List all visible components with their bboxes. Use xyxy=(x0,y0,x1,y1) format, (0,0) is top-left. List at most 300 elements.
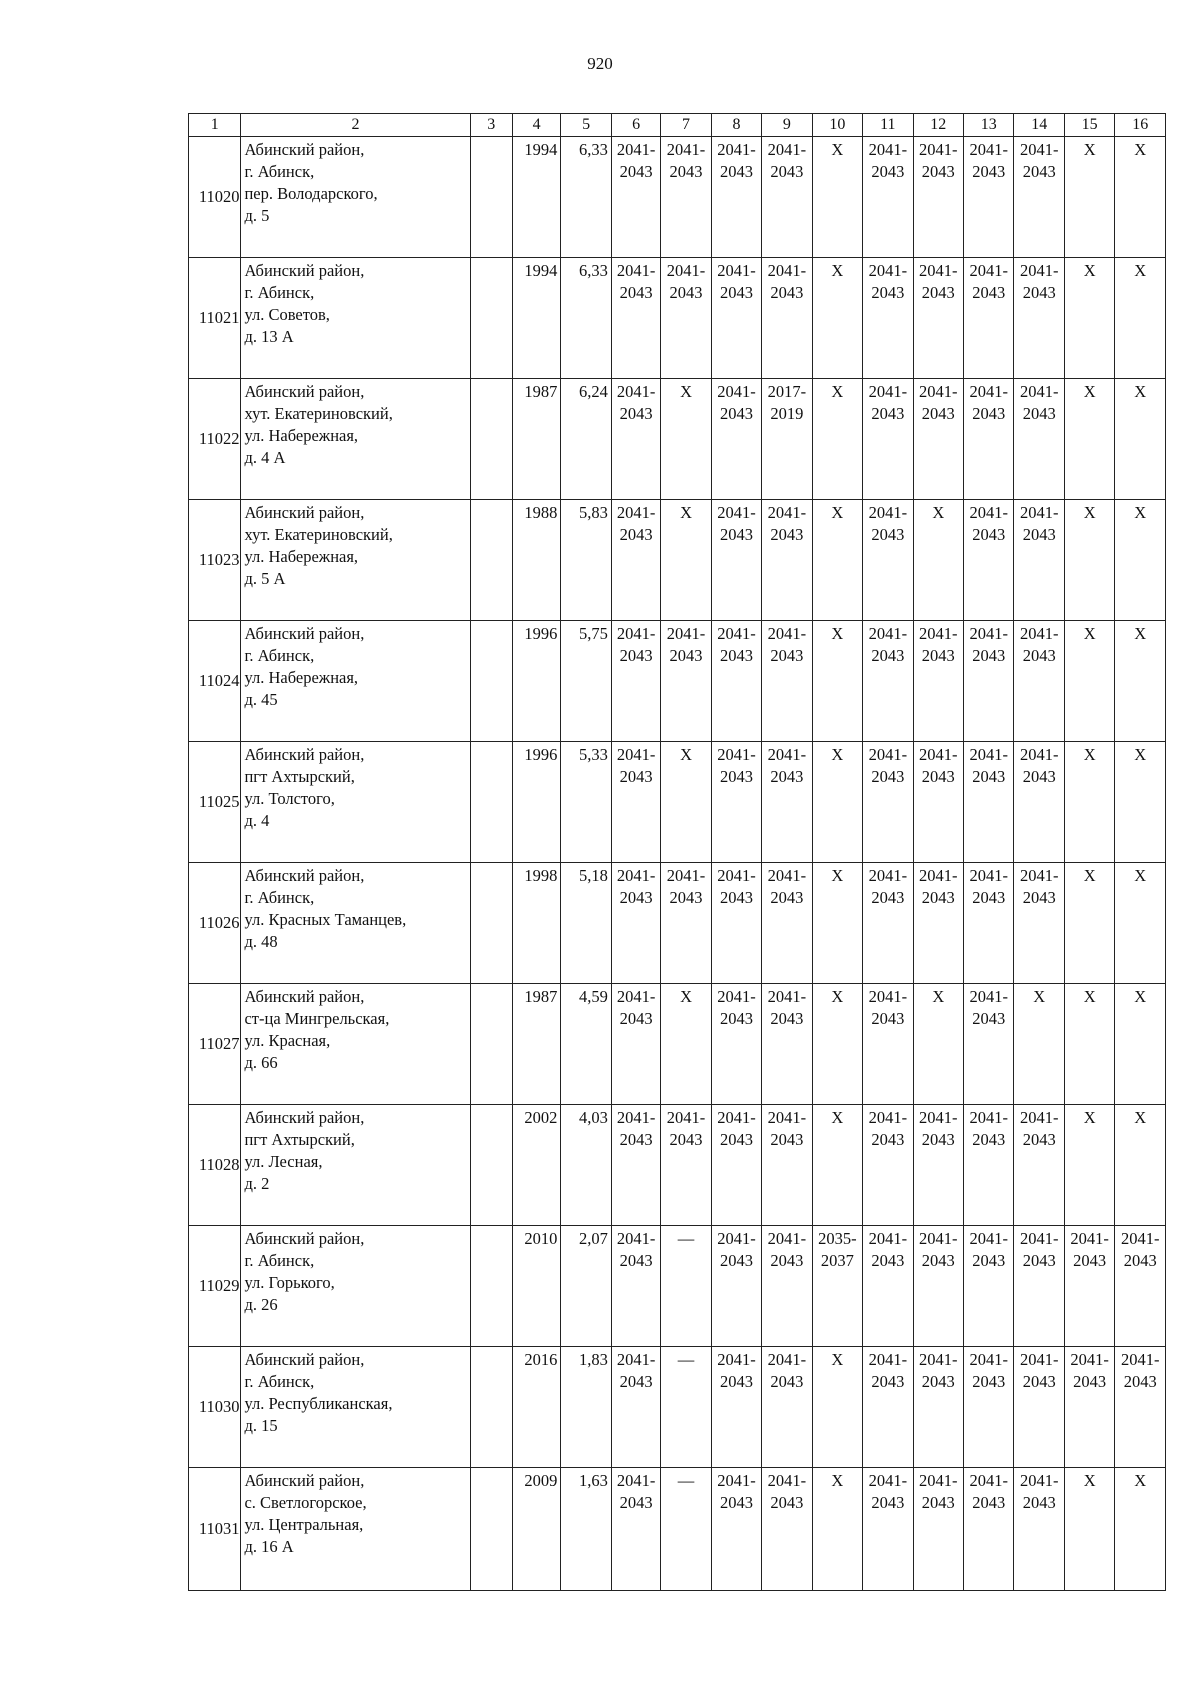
period-value: 2041- xyxy=(868,261,908,280)
period-cell xyxy=(611,1105,660,1226)
period-value: 2041- xyxy=(616,1108,656,1127)
period-value: 2041- xyxy=(969,1471,1008,1490)
period-value: X xyxy=(831,1471,844,1490)
period-value: 2043 xyxy=(1022,767,1056,786)
period-value: 2043 xyxy=(921,162,955,181)
period-value: 2043 xyxy=(1022,404,1056,423)
period-value: 2041- xyxy=(919,1350,958,1369)
period-value: 2041- xyxy=(969,866,1008,885)
period-value: 2041- xyxy=(868,987,908,1006)
period-value: X xyxy=(1134,1108,1147,1127)
period-value: 2043 xyxy=(972,1372,1006,1391)
address-cell xyxy=(241,984,470,1105)
period-value: 2043 xyxy=(921,1130,955,1149)
period-value: 2041- xyxy=(717,140,756,159)
address-line: Абинский район, xyxy=(244,503,365,522)
period-value: X xyxy=(1134,261,1147,280)
table-row xyxy=(189,137,1166,258)
row-id-cell: 11030 xyxy=(189,1347,241,1468)
period-value: 2043 xyxy=(619,283,653,302)
table-row xyxy=(189,1226,1166,1347)
period-cell xyxy=(711,863,761,984)
period-cell xyxy=(611,742,660,863)
period-value: X xyxy=(680,503,692,522)
period-cell xyxy=(863,1105,913,1226)
period-value: 2041- xyxy=(616,866,656,885)
period-value: 2043 xyxy=(972,767,1006,786)
address-line: ст-ца Мингрельская, xyxy=(244,1009,390,1028)
period-cell xyxy=(812,742,862,863)
period-value: 2041- xyxy=(616,140,656,159)
period-cell xyxy=(1064,1105,1114,1226)
period-cell xyxy=(611,1468,660,1591)
period-cell xyxy=(711,137,761,258)
value-cell: 1,63 xyxy=(561,1468,611,1591)
period-cell xyxy=(611,1347,660,1468)
address-line: Абинский район, xyxy=(244,1108,365,1127)
period-value: 2043 xyxy=(1022,1251,1056,1270)
period-cell xyxy=(1064,1468,1114,1591)
period-value: 2041- xyxy=(767,1108,807,1127)
table-row xyxy=(189,500,1166,621)
column-header-5: 5 xyxy=(561,114,611,137)
period-value: 2041- xyxy=(717,1108,756,1127)
period-value: 2043 xyxy=(770,162,804,181)
address-line: пгт Ахтырский, xyxy=(244,1130,355,1149)
period-cell xyxy=(913,1468,963,1591)
period-value: 2041- xyxy=(616,745,656,764)
column-header-8: 8 xyxy=(711,114,761,137)
year-cell: 2009 xyxy=(512,1468,560,1591)
period-value: 2043 xyxy=(719,646,753,665)
period-cell xyxy=(1064,137,1114,258)
period-value: 2041- xyxy=(1019,1471,1059,1490)
period-cell xyxy=(812,621,862,742)
period-value: 2043 xyxy=(669,1130,703,1149)
period-value: X xyxy=(1083,745,1096,764)
period-cell xyxy=(863,379,913,500)
period-cell xyxy=(863,863,913,984)
period-value: 2041- xyxy=(767,987,807,1006)
address-cell xyxy=(241,1468,470,1591)
year-cell: 1988 xyxy=(512,500,560,621)
period-cell xyxy=(1064,742,1114,863)
address-line: Абинский район, xyxy=(244,866,365,885)
row-id-cell: 11029 xyxy=(189,1226,241,1347)
period-value: 2043 xyxy=(871,283,905,302)
address-line: Абинский район, xyxy=(244,1350,365,1369)
address-line: д. 5 xyxy=(244,206,270,225)
period-value: 2041- xyxy=(616,1350,656,1369)
period-value: X xyxy=(1083,624,1096,643)
value-cell: 5,18 xyxy=(561,863,611,984)
period-value: 2041- xyxy=(767,866,807,885)
period-value: 2041- xyxy=(666,140,706,159)
period-cell xyxy=(1064,621,1114,742)
year-cell: 1987 xyxy=(512,984,560,1105)
period-cell xyxy=(863,621,913,742)
period-cell xyxy=(913,742,963,863)
address-line: ул. Красная, xyxy=(244,1031,331,1050)
column-header-10: 10 xyxy=(812,114,862,137)
period-value: 2041- xyxy=(1019,1350,1059,1369)
period-value: 2041- xyxy=(717,1229,756,1248)
period-cell xyxy=(863,137,913,258)
period-cell xyxy=(913,1105,963,1226)
period-value: 2041- xyxy=(1120,1350,1160,1369)
period-value: 2037 xyxy=(820,1251,854,1270)
period-value: 2043 xyxy=(1022,525,1056,544)
period-value: 2043 xyxy=(1022,646,1056,665)
period-cell xyxy=(1014,742,1064,863)
period-cell xyxy=(762,742,812,863)
address-line: д. 66 xyxy=(244,1053,278,1072)
period-cell xyxy=(661,137,711,258)
period-value: 2041- xyxy=(1019,261,1059,280)
period-value: 2041- xyxy=(969,624,1008,643)
period-cell xyxy=(812,1347,862,1468)
period-cell xyxy=(812,258,862,379)
period-cell xyxy=(711,500,761,621)
period-cell xyxy=(661,1468,711,1591)
period-cell xyxy=(812,863,862,984)
period-cell xyxy=(1064,984,1114,1105)
address-line: Абинский район, xyxy=(244,624,365,643)
value-cell: 5,83 xyxy=(561,500,611,621)
column-header-16: 16 xyxy=(1115,114,1166,137)
period-value: X xyxy=(1134,745,1147,764)
period-cell xyxy=(711,621,761,742)
column-header-14: 14 xyxy=(1014,114,1064,137)
address-line: с. Светлогорское, xyxy=(244,1493,367,1512)
period-value: 2043 xyxy=(1022,1372,1056,1391)
period-cell xyxy=(711,379,761,500)
address-line: д. 5 А xyxy=(244,569,286,588)
row-id-cell: 11025 xyxy=(189,742,241,863)
period-cell xyxy=(964,1347,1014,1468)
period-value: X xyxy=(1033,987,1046,1006)
period-cell xyxy=(711,1105,761,1226)
column-3-cell xyxy=(470,1468,512,1591)
period-value: 2043 xyxy=(921,404,955,423)
period-value: 2043 xyxy=(719,1372,753,1391)
address-line: г. Абинск, xyxy=(244,1372,315,1391)
period-cell xyxy=(863,742,913,863)
period-value: 2043 xyxy=(719,1009,753,1028)
address-line: д. 26 xyxy=(244,1295,278,1314)
period-cell xyxy=(711,1347,761,1468)
column-header-1: 1 xyxy=(189,114,241,137)
period-cell xyxy=(661,258,711,379)
address-line: ул. Красных Таманцев, xyxy=(244,910,407,929)
row-id-cell: 11031 xyxy=(189,1468,241,1591)
period-cell xyxy=(611,984,660,1105)
period-value: X xyxy=(1083,987,1096,1006)
table-row xyxy=(189,984,1166,1105)
period-value: 2043 xyxy=(921,888,955,907)
address-line: Абинский район, xyxy=(244,1229,365,1248)
period-value: 2041- xyxy=(767,261,807,280)
period-cell xyxy=(1115,137,1166,258)
column-3-cell xyxy=(470,379,512,500)
address-line: д. 48 xyxy=(244,932,278,951)
period-value: X xyxy=(1134,140,1147,159)
address-line: ул. Республиканская, xyxy=(244,1394,393,1413)
period-cell xyxy=(762,379,812,500)
period-value: 2043 xyxy=(619,646,653,665)
period-value: 2041- xyxy=(969,261,1008,280)
period-value: 2043 xyxy=(719,767,753,786)
period-value: 2043 xyxy=(770,1130,804,1149)
period-value: 2041- xyxy=(969,1229,1008,1248)
period-cell xyxy=(611,500,660,621)
period-cell xyxy=(913,621,963,742)
year-cell: 1987 xyxy=(512,379,560,500)
period-value: 2043 xyxy=(1022,1493,1056,1512)
period-value: 2043 xyxy=(619,1493,653,1512)
period-value: 2041- xyxy=(969,1350,1008,1369)
period-value: X xyxy=(831,624,844,643)
column-header-12: 12 xyxy=(913,114,963,137)
period-cell xyxy=(1014,621,1064,742)
period-cell xyxy=(964,1105,1014,1226)
period-value: 2043 xyxy=(871,767,905,786)
value-cell: 5,33 xyxy=(561,742,611,863)
period-cell xyxy=(913,500,963,621)
address-line: ул. Набережная, xyxy=(244,426,359,445)
year-cell: 2010 xyxy=(512,1226,560,1347)
address-cell xyxy=(241,1347,470,1468)
period-value: 2043 xyxy=(619,767,653,786)
period-value: 2041- xyxy=(919,866,958,885)
period-cell xyxy=(913,1347,963,1468)
period-cell xyxy=(1014,500,1064,621)
address-cell xyxy=(241,258,470,379)
period-value: 2043 xyxy=(972,1251,1006,1270)
value-cell: 6,33 xyxy=(561,258,611,379)
period-value: 2041- xyxy=(767,745,807,764)
period-value: 2043 xyxy=(921,767,955,786)
address-cell xyxy=(241,863,470,984)
period-cell xyxy=(812,1226,862,1347)
period-value: X xyxy=(831,866,844,885)
address-line: Абинский район, xyxy=(244,382,365,401)
period-cell xyxy=(1014,863,1064,984)
period-cell xyxy=(762,1226,812,1347)
period-value: 2041- xyxy=(616,1229,656,1248)
value-cell: 4,03 xyxy=(561,1105,611,1226)
period-cell xyxy=(762,863,812,984)
period-value: 2041- xyxy=(717,624,756,643)
address-line: д. 45 xyxy=(244,690,278,709)
period-value: 2041- xyxy=(1019,382,1059,401)
period-cell xyxy=(964,742,1014,863)
period-value: 2043 xyxy=(770,646,804,665)
period-cell xyxy=(611,379,660,500)
value-cell: 5,75 xyxy=(561,621,611,742)
period-value: 2043 xyxy=(770,888,804,907)
period-cell xyxy=(661,1347,711,1468)
period-cell xyxy=(661,984,711,1105)
period-value: 2041- xyxy=(616,987,656,1006)
period-value: 2041- xyxy=(1070,1229,1109,1248)
column-3-cell xyxy=(470,500,512,621)
period-cell xyxy=(812,137,862,258)
period-value: 2041- xyxy=(717,382,756,401)
period-cell xyxy=(1115,1226,1166,1347)
period-value: 2043 xyxy=(871,404,905,423)
period-value: 2043 xyxy=(770,1372,804,1391)
period-value: 2041- xyxy=(616,503,656,522)
period-value: X xyxy=(831,745,844,764)
period-value: X xyxy=(1083,866,1096,885)
period-cell xyxy=(1064,1347,1114,1468)
row-id-cell: 11027 xyxy=(189,984,241,1105)
year-cell: 1994 xyxy=(512,137,560,258)
period-value: — xyxy=(677,1229,695,1248)
period-cell xyxy=(964,379,1014,500)
period-value: X xyxy=(1134,624,1147,643)
address-line: г. Абинск, xyxy=(244,283,315,302)
column-header-2: 2 xyxy=(241,114,470,137)
period-cell xyxy=(1064,1226,1114,1347)
period-value: 2043 xyxy=(921,646,955,665)
period-value: 2041- xyxy=(868,1350,908,1369)
period-value: X xyxy=(1134,503,1147,522)
period-value: 2043 xyxy=(719,1493,753,1512)
column-3-cell xyxy=(470,258,512,379)
address-cell xyxy=(241,500,470,621)
period-value: 2041- xyxy=(1019,1229,1059,1248)
table-row xyxy=(189,258,1166,379)
period-cell xyxy=(1115,500,1166,621)
period-value: 2043 xyxy=(619,162,653,181)
value-cell: 2,07 xyxy=(561,1226,611,1347)
table-row xyxy=(189,621,1166,742)
period-value: 2041- xyxy=(616,624,656,643)
period-value: X xyxy=(831,140,844,159)
period-cell xyxy=(964,621,1014,742)
period-value: 2041- xyxy=(666,261,706,280)
period-value: 2043 xyxy=(921,283,955,302)
period-cell xyxy=(913,984,963,1105)
period-cell xyxy=(964,863,1014,984)
period-value: 2041- xyxy=(767,1350,807,1369)
period-value: X xyxy=(831,987,844,1006)
period-cell xyxy=(611,621,660,742)
period-cell xyxy=(661,863,711,984)
year-cell: 1996 xyxy=(512,742,560,863)
address-cell xyxy=(241,1105,470,1226)
address-line: д. 16 А xyxy=(244,1537,294,1556)
period-value: 2043 xyxy=(972,1130,1006,1149)
period-value: 2041- xyxy=(868,1108,908,1127)
period-value: 2041- xyxy=(868,503,908,522)
period-value: 2043 xyxy=(972,162,1006,181)
period-value: 2041- xyxy=(767,1229,807,1248)
period-value: 2043 xyxy=(921,1372,955,1391)
column-header-3: 3 xyxy=(470,114,512,137)
column-3-cell xyxy=(470,1226,512,1347)
row-id-cell: 11028 xyxy=(189,1105,241,1226)
period-value: 2043 xyxy=(619,1251,653,1270)
period-value: 2041- xyxy=(969,1108,1008,1127)
period-cell xyxy=(762,1347,812,1468)
period-cell xyxy=(863,500,913,621)
period-value: 2043 xyxy=(770,767,804,786)
period-cell xyxy=(711,258,761,379)
period-value: 2043 xyxy=(1022,283,1056,302)
address-cell xyxy=(241,379,470,500)
period-value: 2043 xyxy=(669,888,703,907)
period-value: 2041- xyxy=(1120,1229,1160,1248)
address-line: Абинский район, xyxy=(244,140,365,159)
period-value: 2041- xyxy=(717,261,756,280)
period-value: 2043 xyxy=(972,888,1006,907)
period-value: 2041- xyxy=(969,140,1008,159)
table-row xyxy=(189,742,1166,863)
period-cell xyxy=(964,500,1014,621)
table-row xyxy=(189,1105,1166,1226)
period-value: 2043 xyxy=(669,162,703,181)
period-cell xyxy=(611,258,660,379)
column-header-15: 15 xyxy=(1064,114,1114,137)
column-header-13: 13 xyxy=(964,114,1014,137)
period-value: 2043 xyxy=(972,646,1006,665)
value-cell: 1,83 xyxy=(561,1347,611,1468)
period-cell xyxy=(863,1226,913,1347)
year-cell: 2016 xyxy=(512,1347,560,1468)
period-cell xyxy=(762,137,812,258)
period-value: X xyxy=(680,745,692,764)
period-value: X xyxy=(1083,382,1096,401)
address-line: д. 4 xyxy=(244,811,270,830)
address-line: пгт Ахтырский, xyxy=(244,767,355,786)
period-value: 2041- xyxy=(969,503,1008,522)
period-cell xyxy=(1014,137,1064,258)
period-value: 2041- xyxy=(868,382,908,401)
period-cell xyxy=(1014,1468,1064,1591)
period-cell xyxy=(762,500,812,621)
period-cell xyxy=(611,1226,660,1347)
period-cell xyxy=(661,500,711,621)
period-cell xyxy=(661,379,711,500)
period-value: 2041- xyxy=(919,1471,958,1490)
period-cell xyxy=(762,1105,812,1226)
period-cell xyxy=(1064,863,1114,984)
period-value: 2043 xyxy=(719,1130,753,1149)
period-value: 2043 xyxy=(770,1493,804,1512)
period-cell xyxy=(1014,379,1064,500)
address-line: Абинский район, xyxy=(244,261,365,280)
address-line: ул. Набережная, xyxy=(244,668,359,687)
period-value: 2043 xyxy=(871,1493,905,1512)
period-value: 2041- xyxy=(717,987,756,1006)
period-cell xyxy=(661,1105,711,1226)
period-value: X xyxy=(1134,382,1147,401)
column-3-cell xyxy=(470,984,512,1105)
period-value: 2041- xyxy=(1019,866,1059,885)
period-value: 2041- xyxy=(1019,1108,1059,1127)
period-value: 2041- xyxy=(616,1471,656,1490)
period-value: 2043 xyxy=(619,525,653,544)
period-cell xyxy=(611,137,660,258)
period-value: 2043 xyxy=(1022,1130,1056,1149)
period-value: 2041- xyxy=(717,503,756,522)
period-value: 2043 xyxy=(619,1372,653,1391)
period-value: X xyxy=(831,1108,844,1127)
period-value: 2041- xyxy=(616,382,656,401)
